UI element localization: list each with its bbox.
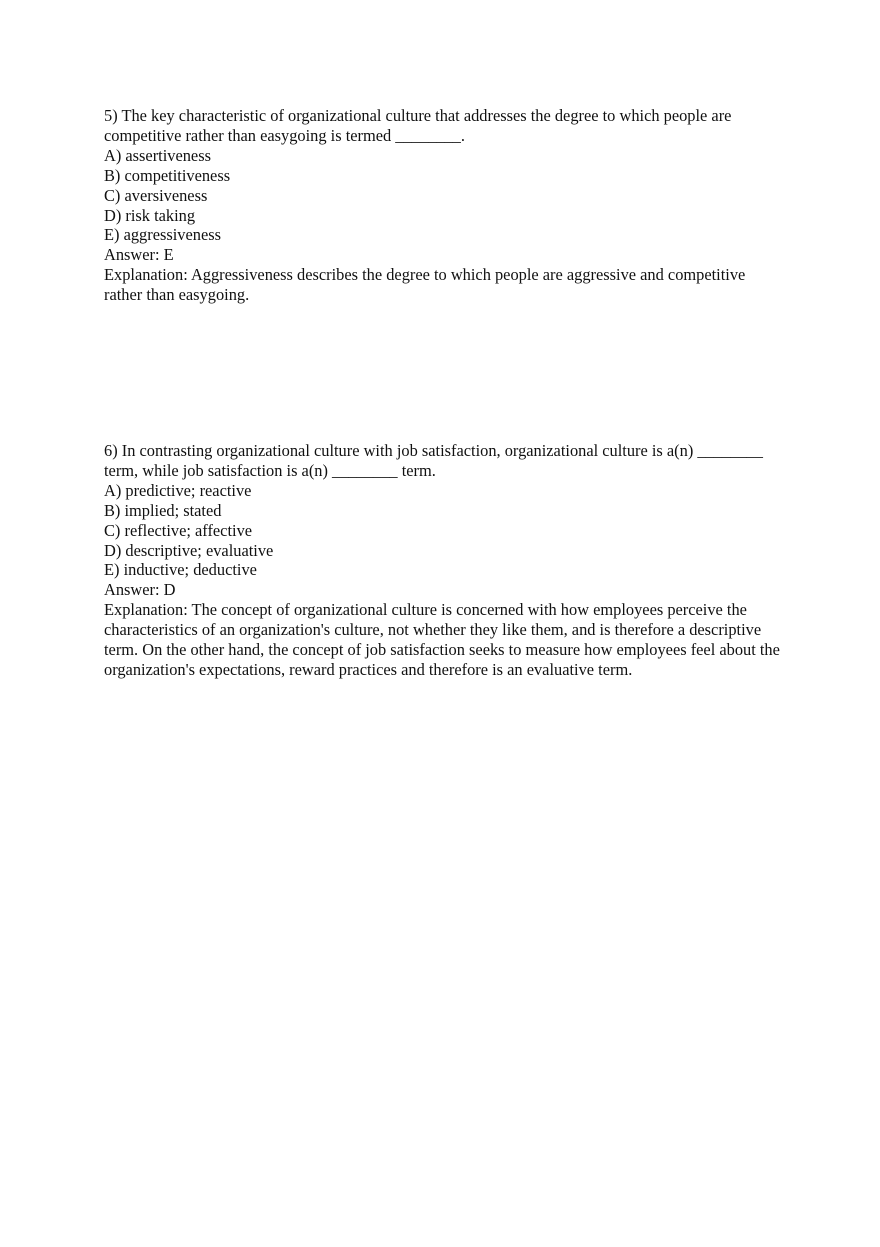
option-b: B) competitiveness xyxy=(104,165,231,185)
option-e: E) inductive; deductive xyxy=(104,560,257,580)
option-d: D) descriptive; evaluative xyxy=(104,540,274,560)
question-stem: 6) In contrasting organizational culture with job satisfaction, organizational culture is a(n) ________ term, while job satisfaction is a(n) ________ term. xyxy=(104,441,763,480)
explanation-text: Explanation: Aggressiveness describes the degree to which people are aggressive and competitive rather than easygoing. xyxy=(104,265,746,305)
answer-key: Answer: D xyxy=(104,580,176,600)
answer-options xyxy=(104,146,784,246)
option-d: D) risk taking xyxy=(104,205,196,225)
option-a: A) assertiveness xyxy=(104,145,211,165)
explanation-text: Explanation: The concept of organizational culture is concerned with how employees perceive the characteristics of an organization's culture, not whether they like them, and is therefore a descriptive term. On the other hand, the concept of job satisfaction seeks to measure how employees feel about the organization's expectations, reward practices and therefore is an evaluative term. xyxy=(104,600,780,679)
option-c: C) aversiveness xyxy=(104,185,208,205)
question-stem: 5) The key characteristic of organizational culture that addresses the degree to which people are competitive rather than easygoing is termed ________. xyxy=(104,106,732,145)
option-a: A) predictive; reactive xyxy=(104,480,252,500)
question-5 xyxy=(104,106,784,305)
answer-key: Answer: E xyxy=(104,245,174,265)
option-c: C) reflective; affective xyxy=(104,520,253,540)
option-e: E) aggressiveness xyxy=(104,225,221,245)
question-6 xyxy=(104,441,784,680)
option-b: B) implied; stated xyxy=(104,500,222,520)
answer-options xyxy=(104,481,784,581)
